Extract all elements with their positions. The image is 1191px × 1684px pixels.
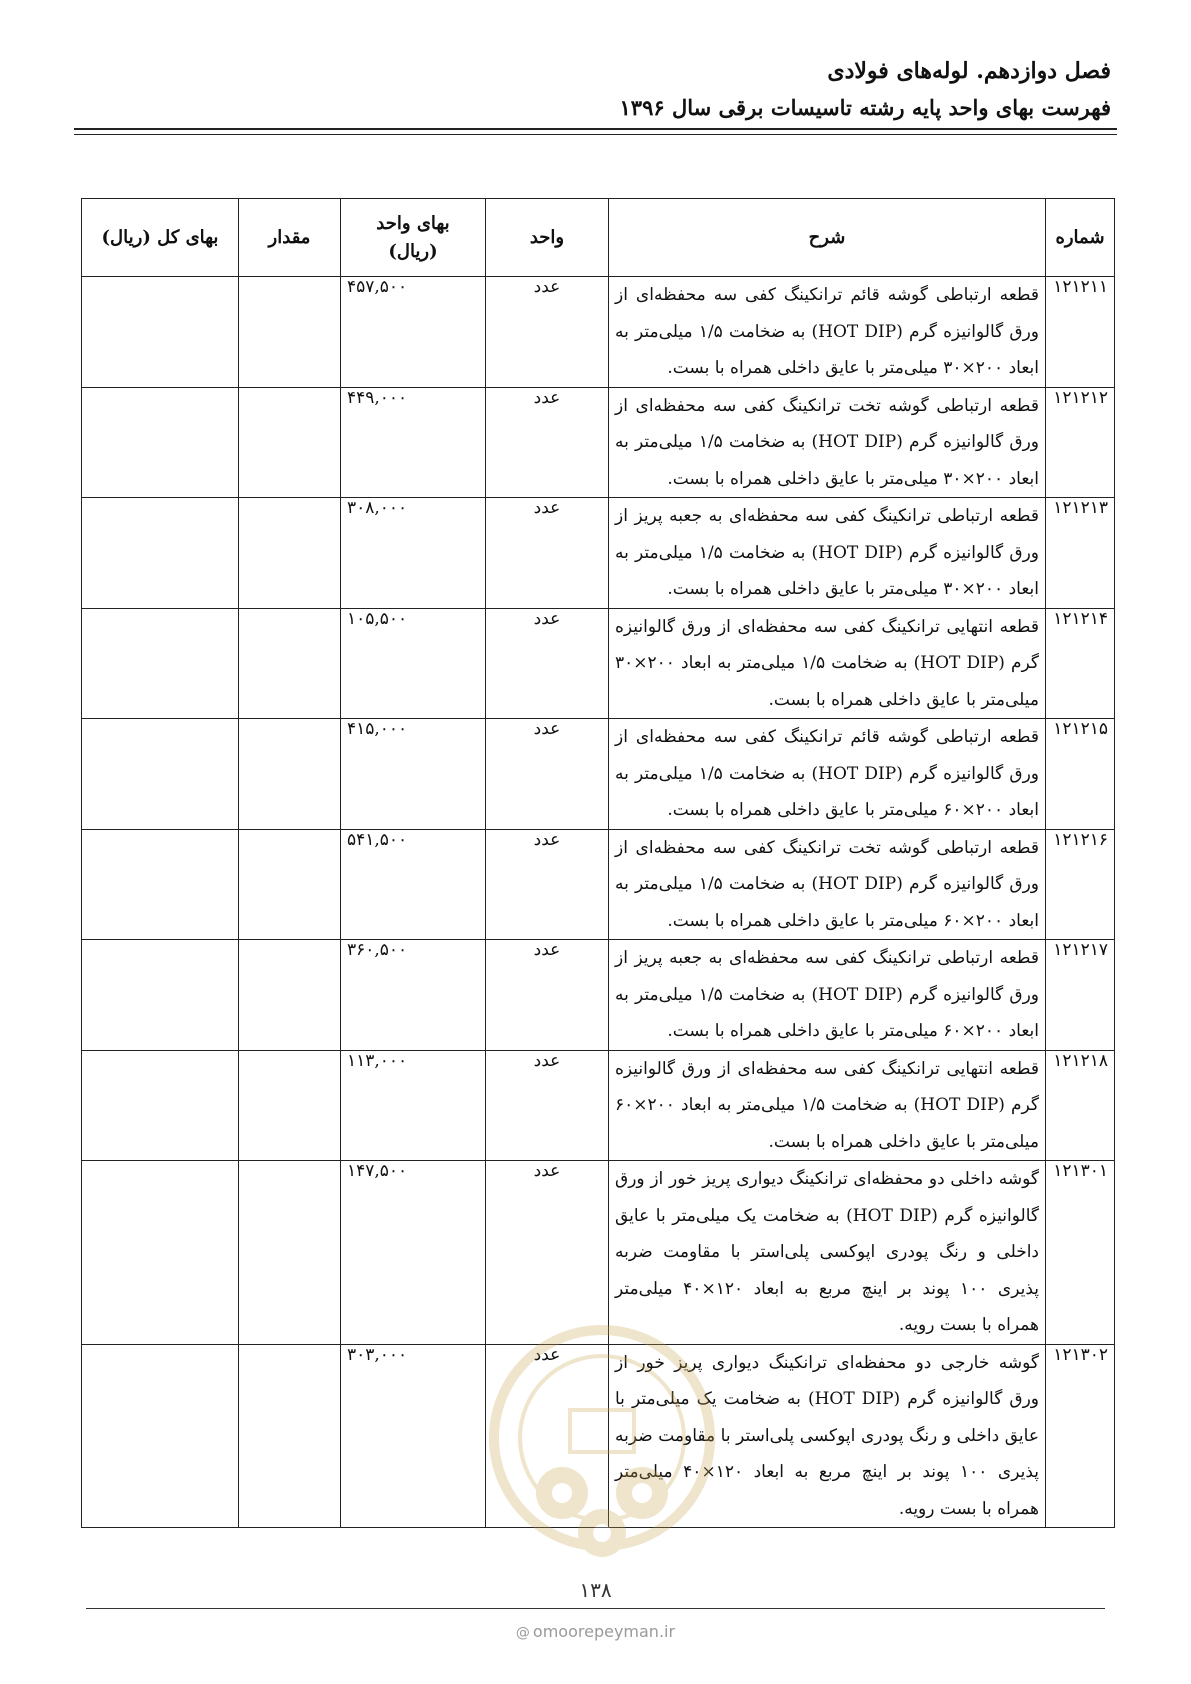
document-subtitle: فهرست بهای واحد پایه رشته تاسیسات برقی سال ۱۳۹۶: [619, 95, 1111, 120]
item-description: قطعه ارتباطی ترانکینگ کفی سه محفظه‌ای به جعبه پریز از ورق گالوانیزه گرم (HOT DIP) به ضخامت ۱/۵ میلی‌متر به ابعاد ۲۰۰×۶۰ میلی‌متر با عایق داخلی همراه با بست.: [609, 940, 1046, 1051]
item-quantity: [239, 1344, 341, 1528]
item-unit: عدد: [486, 1161, 609, 1345]
item-code: ۱۲۱۲۱۳: [1046, 498, 1115, 609]
website-text: omoorepeyman.ir: [532, 1622, 676, 1641]
item-unit: عدد: [486, 277, 609, 388]
item-unit-price: ۴۱۵,۰۰۰: [341, 719, 486, 830]
table-row: [82, 1050, 1115, 1161]
item-unit-price: ۱۱۳,۰۰۰: [341, 1050, 486, 1161]
item-total-price: [82, 1050, 239, 1161]
item-code: ۱۲۱۲۱۵: [1046, 719, 1115, 830]
item-quantity: [239, 940, 341, 1051]
item-unit: عدد: [486, 829, 609, 940]
item-unit: عدد: [486, 719, 609, 830]
column-header-description: شرح: [609, 199, 1046, 277]
item-code: ۱۲۱۲۱۷: [1046, 940, 1115, 1051]
item-code: ۱۲۱۲۱۲: [1046, 387, 1115, 498]
header-rule-thick: [74, 128, 1117, 130]
item-description: گوشه خارجی دو محفظه‌ای ترانکینگ دیواری پریز خور از ورق گالوانیزه گرم (HOT DIP) به ضخامت یک میلی‌متر با عایق داخلی و رنگ پودری اپوکسی پلی‌استر با مقاومت ضربه پذیری ۱۰۰ پوند بر اینچ مربع به ابعاد ۱۲۰×۴۰ میلی‌متر همراه با بست رویه.: [609, 1344, 1046, 1528]
item-code: ۱۲۱۳۰۲: [1046, 1344, 1115, 1528]
item-total-price: [82, 608, 239, 719]
item-total-price: [82, 829, 239, 940]
column-header-total-price: بهای کل (ریال): [82, 199, 239, 277]
item-unit: عدد: [486, 1344, 609, 1528]
table-row: [82, 498, 1115, 609]
item-total-price: [82, 277, 239, 388]
website-watermark: [0, 1622, 1191, 1641]
item-total-price: [82, 1344, 239, 1528]
item-code: ۱۲۱۳۰۱: [1046, 1161, 1115, 1345]
item-description: قطعه ارتباطی گوشه تخت ترانکینگ کفی سه محفظه‌ای از ورق گالوانیزه گرم (HOT DIP) به ضخامت ۱/۵ میلی‌متر به ابعاد ۲۰۰×۶۰ میلی‌متر با عایق داخلی همراه با بست.: [609, 829, 1046, 940]
table-row: [82, 387, 1115, 498]
table-row: [82, 277, 1115, 388]
item-unit-price: ۳۶۰,۵۰۰: [341, 940, 486, 1051]
item-quantity: [239, 719, 341, 830]
item-unit-price: ۴۵۷,۵۰۰: [341, 277, 486, 388]
at-sign-icon: @: [515, 1625, 530, 1641]
unit-price-header-line2: (ریال): [388, 240, 438, 262]
item-quantity: [239, 829, 341, 940]
table-row: [82, 1344, 1115, 1528]
unit-price-header-line1: بهای واحد: [376, 212, 450, 234]
table-header-row: [82, 199, 1115, 277]
item-unit: عدد: [486, 498, 609, 609]
column-header-quantity: مقدار: [239, 199, 341, 277]
item-description: قطعه ارتباطی گوشه قائم ترانکینگ کفی سه محفظه‌ای از ورق گالوانیزه گرم (HOT DIP) به ضخامت ۱/۵ میلی‌متر به ابعاد ۲۰۰×۶۰ میلی‌متر با عایق داخلی همراه با بست.: [609, 719, 1046, 830]
header-rule-thin: [74, 134, 1117, 135]
item-total-price: [82, 498, 239, 609]
item-description: قطعه ارتباطی ترانکینگ کفی سه محفظه‌ای به جعبه پریز از ورق گالوانیزه گرم (HOT DIP) به ضخامت ۱/۵ میلی‌متر به ابعاد ۲۰۰×۳۰ میلی‌متر با عایق داخلی همراه با بست.: [609, 498, 1046, 609]
item-unit-price: ۵۴۱,۵۰۰: [341, 829, 486, 940]
item-description: قطعه ارتباطی گوشه تخت ترانکینگ کفی سه محفظه‌ای از ورق گالوانیزه گرم (HOT DIP) به ضخامت ۱/۵ میلی‌متر به ابعاد ۲۰۰×۳۰ میلی‌متر با عایق داخلی همراه با بست.: [609, 387, 1046, 498]
item-total-price: [82, 387, 239, 498]
price-list-table: [81, 198, 1115, 1528]
item-description: گوشه داخلی دو محفظه‌ای ترانکینگ دیواری پریز خور از ورق گالوانیزه گرم (HOT DIP) به ضخامت یک میلی‌متر با عایق داخلی و رنگ پودری اپوکسی پلی‌استر با مقاومت ضربه پذیری ۱۰۰ پوند بر اینچ مربع به ابعاد ۱۲۰×۴۰ میلی‌متر همراه با بست رویه.: [609, 1161, 1046, 1345]
item-total-price: [82, 940, 239, 1051]
item-quantity: [239, 387, 341, 498]
item-total-price: [82, 719, 239, 830]
column-header-code: شماره: [1046, 199, 1115, 277]
item-quantity: [239, 498, 341, 609]
page-header: [74, 56, 1111, 122]
table-row: [82, 608, 1115, 719]
item-quantity: [239, 1161, 341, 1345]
item-code: ۱۲۱۲۱۱: [1046, 277, 1115, 388]
item-description: قطعه ارتباطی گوشه قائم ترانکینگ کفی سه محفظه‌ای از ورق گالوانیزه گرم (HOT DIP) به ضخامت ۱/۵ میلی‌متر به ابعاد ۲۰۰×۳۰ میلی‌متر با عایق داخلی همراه با بست.: [609, 277, 1046, 388]
item-code: ۱۲۱۲۱۴: [1046, 608, 1115, 719]
chapter-title: فصل دوازدهم. لوله‌های فولادی: [827, 58, 1111, 84]
item-quantity: [239, 277, 341, 388]
item-description: قطعه انتهایی ترانکینگ کفی سه محفظه‌ای از ورق گالوانیزه گرم (HOT DIP) به ضخامت ۱/۵ میلی‌متر به ابعاد ۲۰۰×۶۰ میلی‌متر با عایق داخلی همراه با بست.: [609, 1050, 1046, 1161]
table-row: [82, 1161, 1115, 1345]
item-description: قطعه انتهایی ترانکینگ کفی سه محفظه‌ای از ورق گالوانیزه گرم (HOT DIP) به ضخامت ۱/۵ میلی‌متر به ابعاد ۲۰۰×۳۰ میلی‌متر با عایق داخلی همراه با بست.: [609, 608, 1046, 719]
page-number: ۱۳۸: [579, 1578, 612, 1602]
item-quantity: [239, 608, 341, 719]
table-row: [82, 940, 1115, 1051]
footer-rule: [86, 1608, 1105, 1609]
item-unit-price: ۳۰۳,۰۰۰: [341, 1344, 486, 1528]
item-unit-price: ۳۰۸,۰۰۰: [341, 498, 486, 609]
column-header-unit: واحد: [486, 199, 609, 277]
item-unit-price: ۱۴۷,۵۰۰: [341, 1161, 486, 1345]
item-total-price: [82, 1161, 239, 1345]
item-unit: عدد: [486, 387, 609, 498]
item-unit-price: ۴۴۹,۰۰۰: [341, 387, 486, 498]
table-row: [82, 719, 1115, 830]
table-row: [82, 829, 1115, 940]
item-code: ۱۲۱۲۱۶: [1046, 829, 1115, 940]
item-code: ۱۲۱۲۱۸: [1046, 1050, 1115, 1161]
item-unit-price: ۱۰۵,۵۰۰: [341, 608, 486, 719]
item-unit: عدد: [486, 608, 609, 719]
item-unit: عدد: [486, 1050, 609, 1161]
column-header-unit-price: [341, 199, 486, 277]
item-quantity: [239, 1050, 341, 1161]
item-unit: عدد: [486, 940, 609, 1051]
